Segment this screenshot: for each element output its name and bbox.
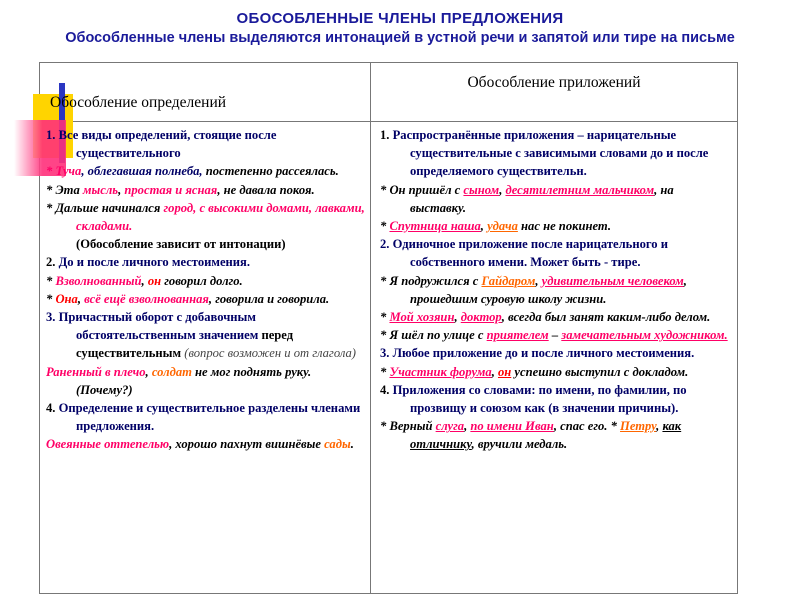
appositions-column <box>380 126 732 454</box>
example-r4: * Мой хозяин, доктор, всегда был занят каким-либо делом. <box>380 310 711 325</box>
header-definitions: Обособление определений <box>50 94 227 111</box>
rule-3: 3. Причастный оборот с добавочным обстоятельственным значением перед существительным (вопрос возможен и от глагола) <box>46 310 356 361</box>
example-r1: * Он пришёл с сыном, десятилетним мальчиком, на выставку. <box>380 182 674 215</box>
example-5: * Она, всё ещё взволнованная, говорила и говорила. <box>46 291 330 306</box>
page-subtitle: Обособленные члены выделяются интонацией в устной речи и запятой или тире на письме <box>65 30 735 46</box>
page-title: ОБОСОБЛЕННЫЕ ЧЛЕНЫ ПРЕДЛОЖЕНИЯ <box>236 10 564 27</box>
note-intonation: (Обособление зависит от интонации) <box>76 237 286 252</box>
example-1: * Туча, облегавшая полнеба, постепенно рассеялась. <box>46 164 339 179</box>
example-4: * Взволнованный, он говорил долго. <box>46 273 243 288</box>
rule-r1: 1. Распространённые приложения – нарицательные существительные с зависимыми словами до и после определяемого существительн. <box>380 128 709 179</box>
rule-r3: 3. Любое приложение до и после личного местоимения. <box>380 346 695 361</box>
definitions-column <box>46 126 366 454</box>
example-2: * Эта мысль, простая и ясная, не давала покоя. <box>46 182 315 197</box>
rule-r4: 4. Приложения со словами: по имени, по фамилии, по прозвищу и союзом как (в значении причины). <box>380 382 687 416</box>
example-r2: * Спутница наша, удача нас не покинет. <box>380 219 612 234</box>
example-r5: * Я шёл по улице с приятелем – замечательным художником. <box>380 328 728 343</box>
column-divider <box>370 62 371 594</box>
rule-2: 2. До и после личного местоимения. <box>46 255 251 270</box>
example-3: * Дальше начинался город, с высокими домами, лавками, складами. <box>46 200 365 234</box>
example-r7: * Верный слуга, по имени Иван, спас его. * Петру, как отличнику, вручили медаль. <box>380 419 682 452</box>
rule-4: 4. Определение и существительное разделены членами предложения. <box>46 401 361 434</box>
example-6: Раненный в плечо, солдат не мог поднять руку. (Почему?) <box>46 364 312 397</box>
header-appositions: Обособление приложений <box>467 74 641 91</box>
example-r3: * Я подружился с Гайдаром, удивительным человеком, прошедшим суровую школу жизни. <box>380 273 687 306</box>
header-divider <box>39 121 738 122</box>
rule-r2: 2. Одиночное приложение после нарицательного и собственного имени. Может быть - тире. <box>380 237 668 270</box>
rule-1: 1. Все виды определений, стоящие после существительного <box>46 128 277 161</box>
example-r6: * Участник форума, он успешно выступил с докладом. <box>380 364 689 379</box>
example-7: Овеянные оттепелью, хорошо пахнут вишнёвые сады. <box>46 437 354 452</box>
